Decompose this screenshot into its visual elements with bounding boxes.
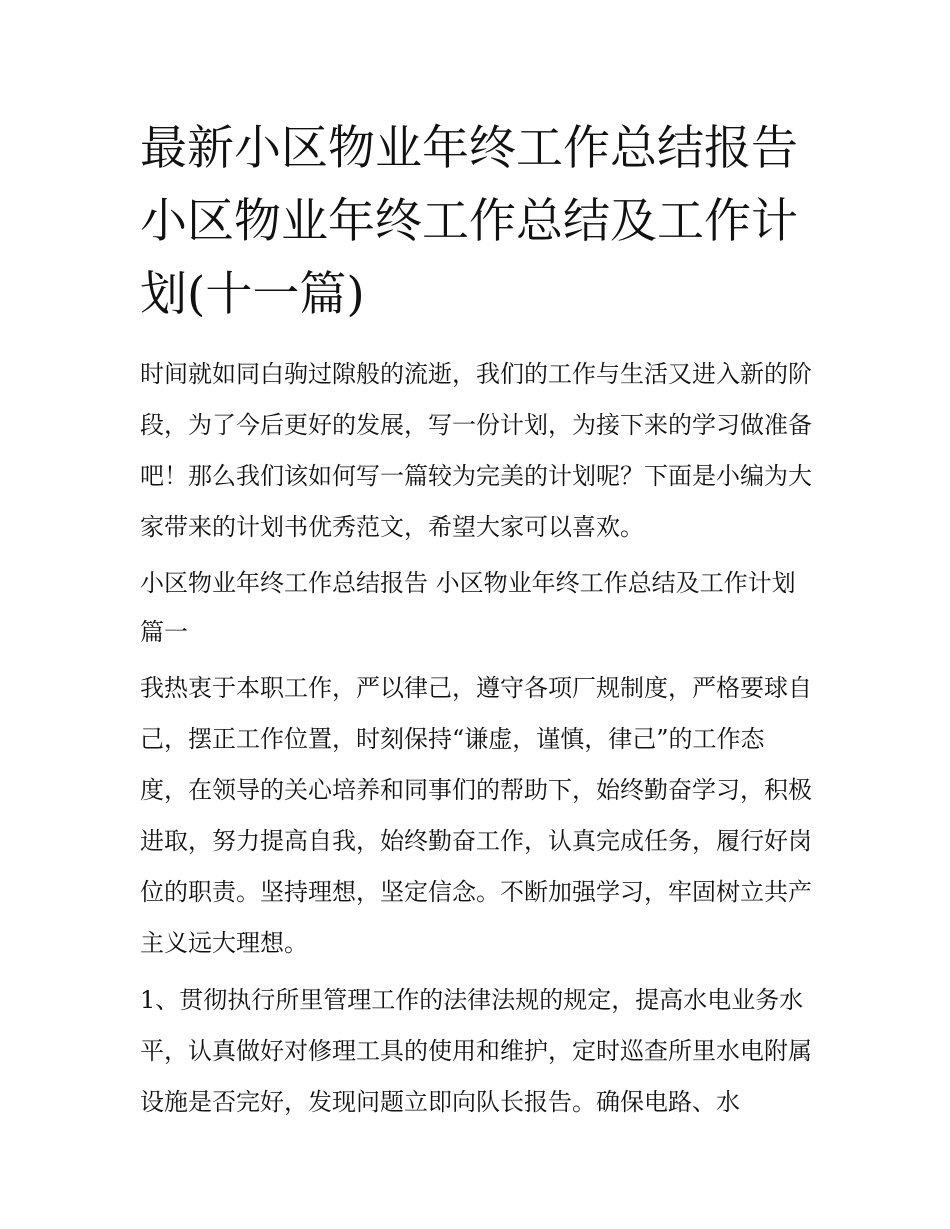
document-content [140, 112, 812, 1128]
intro-paragraph: 时间就如同白驹过隙般的流逝，我们的工作与生活又进入新的阶段，为了今后更好的发展，写一份计划，为接下来的学习做准备吧！那么我们该如何写一篇较为完美的计划呢？下面是小编为大家带来的计划书优秀范文，希望大家可以喜欢。 [140, 360, 812, 541]
section-heading: 小区物业年终工作总结报告 小区物业年终工作总结及工作计划篇一 [140, 569, 796, 646]
body-paragraph: 我热衷于本职工作，严以律己，遵守各项厂规制度，严格要球自己，摆正工作位置，时刻保持“谦虚，谨慎，律己”的工作态度，在领导的关心培养和同事们的帮助下，始终勤奋学习，积极进取，努力提高自我，始终勤奋工作，认真完成任务，履行好岗位的职责。坚持理想，坚定信念。不断加强学习，牢固树立共产主义远大理想。 [140, 674, 812, 957]
list-item-paragraph: 1、贯彻执行所里管理工作的法律法规的规定，提高水电业务水平，认真做好对修理工具的使用和维护，定时巡查所里水电附属设施是否完好，发现问题立即向队长报告。确保电路、水 [140, 986, 812, 1116]
document-title: 最新小区物业年终工作总结报告 小区物业年终工作总结及工作计划(十一篇) [140, 121, 798, 322]
